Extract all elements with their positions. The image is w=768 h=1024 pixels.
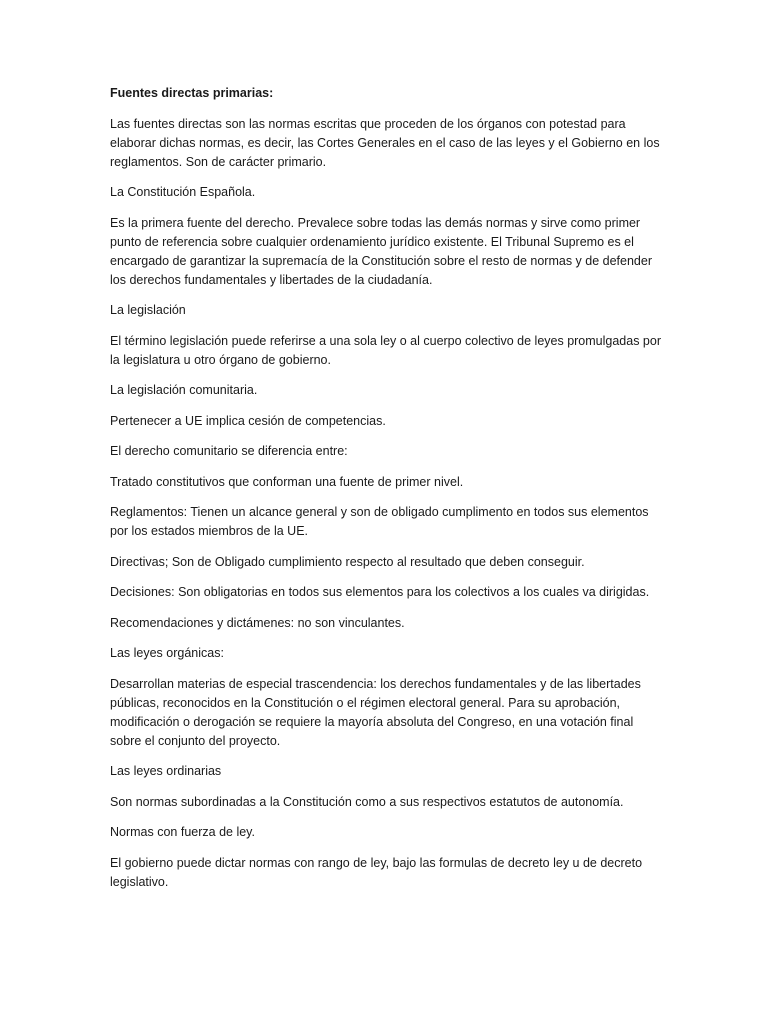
paragraph-reglamentos: Reglamentos: Tienen un alcance general y son de obligado cumplimento en todos sus elementos por los estados miembros de la UE. [110,505,649,538]
paragraph-constitucion-heading: La Constitución Española. [110,185,256,199]
paragraph-comunitaria-heading: La legislación comunitaria. [110,383,258,397]
document-title: Fuentes directas primarias: [110,86,274,100]
paragraph-organicas-heading: Las leyes orgánicas: [110,646,224,660]
paragraph-fuentes-directas: Las fuentes directas son las normas escritas que proceden de los órganos con potestad para elaborar dichas normas, es decir, las Cortes Generales en el caso de las leyes y el Gobierno en los reglamentos. Son de carácter primario. [110,116,660,169]
paragraph-constitucion-body: Es la primera fuente del derecho. Prevalece sobre todas las demás normas y sirve como primer punto de referencia sobre cualquier ordenamiento jurídico existente. El Tribunal Supremo es el encargado de garantizar la supremacía de la Constitución sobre el resto de normas y de defender los derechos fundamentales y libertades de la ciudadanía. [110,215,652,287]
paragraph-legislacion-body: El término legislación puede referirse a una sola ley o al cuerpo colectivo de leyes promulgadas por la legislatura u otro órgano de gobierno. [110,333,662,367]
paragraph-organicas-body: Desarrollan materias de especial trascendencia: los derechos fundamentales y de las libertades públicas, reconocidos en la Constitución o el régimen electoral general. Para su aprobación, modificación o derogación se requiere la mayoría absoluta del Congreso, en una votación final sobre el conjunto del proyecto. [110,676,641,748]
paragraph-decisiones: Decisiones: Son obligatorias en todos sus elementos para los colectivos a los cuales va dirigidas. [110,585,650,599]
paragraph-tratados: Tratado constitutivos que conforman una fuente de primer nivel. [110,474,464,489]
paragraph-ordinarias-body: Son normas subordinadas a la Constitución como a sus respectivos estatutos de autonomía. [110,794,624,809]
document-body [110,84,662,903]
paragraph-ue-competencias: Pertenecer a UE implica cesión de competencias. [110,413,386,428]
paragraph-legislacion-heading: La legislación [110,303,186,317]
paragraph-fuerza-ley-body: El gobierno puede dictar normas con rango de ley, bajo las formulas de decreto ley u de decreto legislativo. [110,855,643,889]
paragraph-derecho-comunitario: El derecho comunitario se diferencia entre: [110,444,348,458]
paragraph-fuerza-ley-heading: Normas con fuerza de ley. [110,825,255,839]
paragraph-recomendaciones: Recomendaciones y dictámenes: no son vinculantes. [110,615,405,630]
paragraph-ordinarias-heading: Las leyes ordinarias [110,764,222,778]
paragraph-directivas: Directivas; Son de Obligado cumplimiento respecto al resultado que deben conseguir. [110,554,585,569]
